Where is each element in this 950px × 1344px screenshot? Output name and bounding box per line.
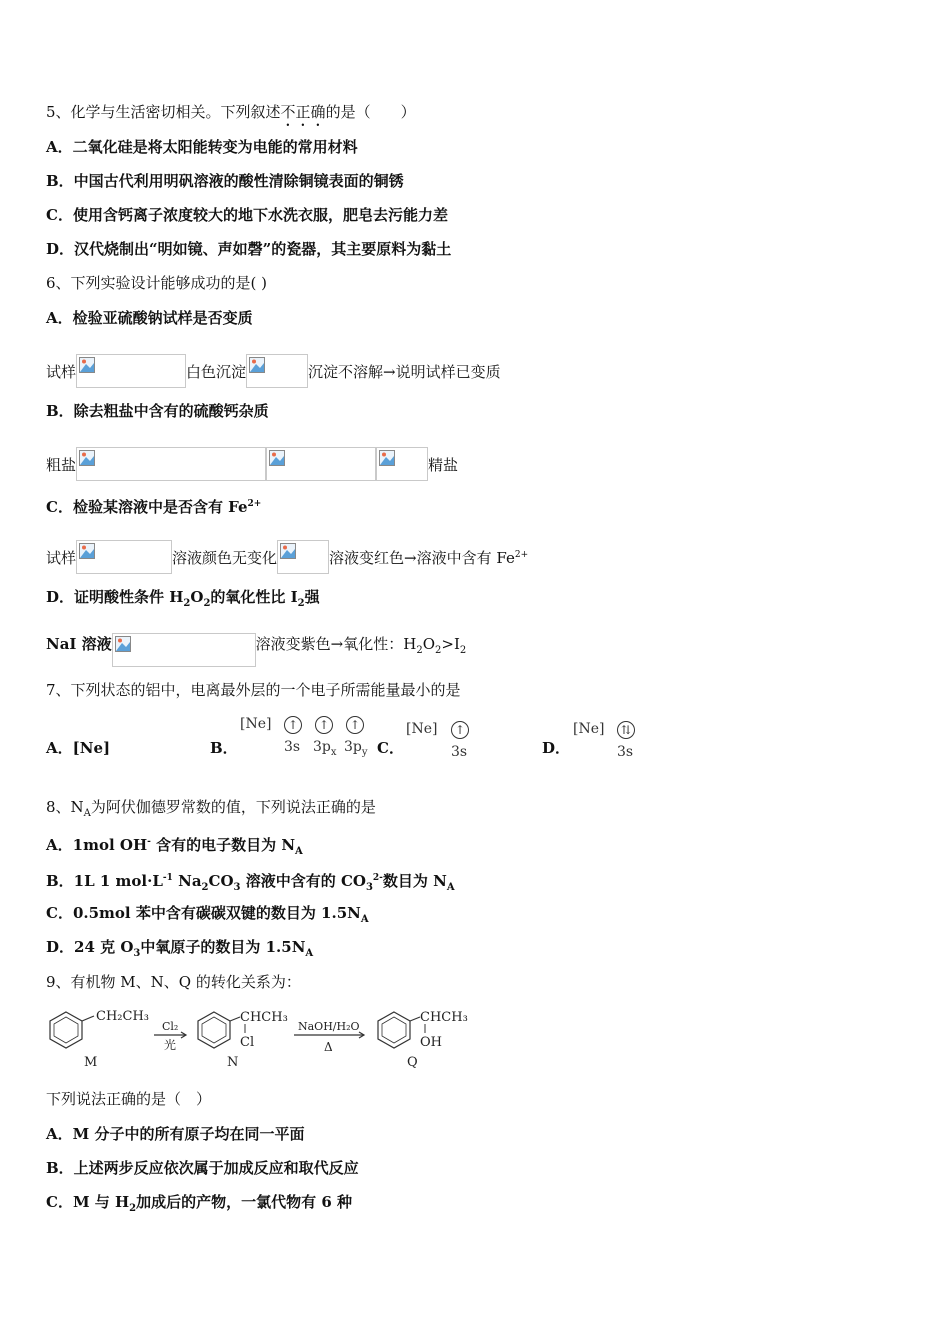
flow-text: 试样 — [46, 363, 77, 381]
flow-text: 粗盐 — [46, 456, 77, 474]
q6-b-flow — [46, 447, 458, 475]
q7-option-a: A．[Ne] — [46, 739, 111, 757]
m-label: M — [84, 1055, 98, 1070]
text: C．0.5mol 苯中含有碳碳双键的数目为 1.5N — [46, 904, 361, 922]
broken-image — [246, 354, 308, 388]
q6-d-flow — [46, 633, 466, 661]
orbital-up-down-icon: ⇅ — [617, 721, 635, 739]
text: Na — [172, 872, 202, 890]
subscript: A — [295, 846, 303, 857]
broken-image-icon — [79, 543, 95, 559]
broken-image — [76, 354, 186, 388]
broken-image-icon — [379, 450, 395, 466]
benzene-ring-q — [378, 1012, 410, 1048]
m-group: CH₂CH₃ — [96, 1009, 149, 1024]
subscript: 2 — [183, 598, 191, 609]
q8-option-c — [46, 903, 369, 930]
orbital-label — [344, 739, 368, 758]
orbital-label-text: 3p — [344, 739, 362, 755]
q6-option-c — [46, 494, 261, 517]
reaction-scheme — [44, 1004, 484, 1078]
text: 的氧化性比 I — [210, 588, 298, 606]
q5-option-c: C．使用含钙离子浓度较大的地下水洗衣服，肥皂去污能力差 — [46, 206, 448, 224]
broken-image — [376, 447, 428, 481]
benzene-ring-m — [50, 1012, 82, 1048]
flow-text: >I — [441, 635, 460, 653]
flow-text: 溶液变红色→溶液中含有 Fe — [329, 549, 515, 567]
orbital-label: 3s — [617, 744, 634, 760]
ne-core: [Ne] — [406, 721, 438, 737]
n-group: CHCH₃ — [240, 1010, 288, 1025]
broken-image-icon — [249, 357, 265, 373]
flow-text: 白色沉淀 — [186, 363, 247, 381]
superscript: 2+ — [247, 499, 262, 509]
superscript: 2- — [372, 873, 383, 883]
orbital-up-icon: ↑ — [346, 716, 364, 734]
flow-text: 精盐 — [428, 456, 459, 474]
superscript: - — [147, 837, 151, 847]
subscript: 2 — [297, 598, 305, 609]
broken-image — [76, 447, 266, 481]
q8-option-a — [46, 832, 303, 862]
q9-option-a: A．M 分子中的所有原子均在同一平面 — [46, 1125, 305, 1143]
q5-option-d: D．汉代烧制出“明如镜、声如磬”的瓷器，其主要原料为黏土 — [46, 240, 452, 258]
text: 数目为 N — [382, 872, 447, 890]
orbital-label: 3s — [451, 744, 468, 760]
q5-stem — [46, 102, 416, 130]
q5-option-a: A．二氧化硅是将太阳能转变为电能的常用材料 — [46, 138, 358, 156]
flow-text: 试样 — [46, 549, 77, 567]
orbital-up-icon: ↑ — [315, 716, 333, 734]
n-substituent: Cl — [240, 1035, 255, 1050]
arrow1-top: Cl₂ — [162, 1020, 179, 1033]
q7-option-d: D． — [542, 739, 571, 757]
bond — [82, 1016, 94, 1021]
broken-image — [277, 540, 329, 574]
subscript: x — [330, 746, 337, 758]
q5-emphasis: 不正确 — [280, 103, 326, 121]
q-substituent: OH — [420, 1035, 442, 1050]
text: 8、N — [46, 798, 84, 816]
subscript: 3 — [365, 882, 373, 893]
q6-c-text: C．检验某溶液中是否含有 Fe — [46, 498, 248, 516]
text: C．M 与 H — [46, 1193, 130, 1211]
ne-core: [Ne] — [240, 716, 272, 732]
ne-core: [Ne] — [573, 721, 605, 737]
subscript: 3 — [133, 948, 141, 959]
orbital-label-text: 3p — [313, 739, 331, 755]
text: A．1mol OH — [46, 836, 148, 854]
text: 溶液中含有的 CO — [240, 872, 366, 890]
q6-stem: 6、下列实验设计能够成功的是( ) — [46, 274, 268, 292]
bond — [410, 1017, 420, 1021]
broken-image-icon — [269, 450, 285, 466]
subscript: 2 — [201, 882, 209, 893]
q8-stem — [46, 797, 376, 824]
text: B．1L 1 mol·L — [46, 872, 163, 890]
q6-option-d — [46, 587, 320, 614]
flow-text: 溶液变紫色→氧化性：H — [255, 635, 417, 653]
orbital-label — [313, 739, 337, 758]
superscript: -1 — [162, 873, 173, 883]
q6-option-a: A．检验亚硫酸钠试样是否变质 — [46, 309, 253, 327]
subscript: A — [83, 808, 91, 819]
broken-image-icon — [115, 636, 131, 652]
subscript: 2 — [435, 645, 442, 656]
text: O — [190, 588, 204, 606]
flow-text: O — [422, 635, 436, 653]
q9-ask: 下列说法正确的是（ ） — [46, 1090, 212, 1108]
q6-option-b: B．除去粗盐中含有的硫酸钙杂质 — [46, 402, 269, 420]
subscript: A — [305, 948, 314, 959]
arrow2-top: NaOH/H₂O — [298, 1020, 360, 1033]
benzene-ring-n — [198, 1012, 230, 1048]
subscript: y — [361, 746, 368, 758]
q5-stem-tail: 的是（ ） — [325, 103, 416, 121]
q8-option-d — [46, 937, 313, 964]
subscript: 3 — [233, 882, 241, 893]
text: D．证明酸性条件 H — [46, 588, 184, 606]
superscript: 2+ — [514, 550, 529, 560]
q9-stem: 9、有机物 M、N、Q 的转化关系为： — [46, 973, 301, 991]
q5-stem-text: 5、化学与生活密切相关。下列叙述 — [46, 103, 281, 121]
q8-option-b — [46, 868, 455, 898]
q9-option-b: B．上述两步反应依次属于加成反应和取代反应 — [46, 1159, 359, 1177]
orbital-up-icon: ↑ — [451, 721, 469, 739]
broken-image-icon — [280, 543, 296, 559]
text: 为阿伏伽德罗常数的值，下列说法正确的是 — [90, 798, 376, 816]
bond — [230, 1017, 240, 1021]
n-label: N — [227, 1055, 239, 1070]
flow-text: NaI 溶液 — [46, 635, 112, 653]
q7-stem: 7、下列状态的铝中，电离最外层的一个电子所需能量最小的是 — [46, 681, 461, 699]
q7-option-c: C． — [377, 739, 404, 757]
subscript: 2 — [416, 645, 423, 656]
q7-option-b: B． — [210, 739, 238, 757]
text: 加成后的产物，一氯代物有 6 种 — [136, 1193, 353, 1211]
broken-image-icon — [79, 357, 95, 373]
text: CO — [208, 872, 234, 890]
subscript: A — [446, 882, 455, 893]
arrow1-bottom: 光 — [164, 1038, 177, 1052]
subscript: A — [360, 914, 369, 925]
subscript: 2 — [459, 645, 467, 656]
flow-text: 沉淀不溶解→说明试样已变质 — [308, 363, 501, 381]
text: D．24 克 O — [46, 938, 134, 956]
broken-image — [76, 540, 172, 574]
subscript: 2 — [129, 1203, 137, 1214]
q6-c-flow — [46, 540, 528, 568]
text: 含有的电子数目为 N — [150, 836, 296, 854]
orbital-label: 3s — [284, 739, 301, 755]
text: 中氧原子的数目为 1.5N — [140, 938, 306, 956]
subscript: 2 — [203, 598, 211, 609]
broken-image-icon — [79, 450, 95, 466]
text: 强 — [304, 588, 320, 606]
q6-a-flow — [46, 354, 501, 382]
broken-image — [266, 447, 376, 481]
q9-option-c — [46, 1192, 352, 1219]
arrow2-bottom: Δ — [324, 1040, 333, 1054]
broken-image — [112, 633, 256, 667]
q5-option-b: B．中国古代利用明矾溶液的酸性清除铜镜表面的铜锈 — [46, 172, 404, 190]
q-group: CHCH₃ — [420, 1010, 468, 1025]
orbital-up-icon: ↑ — [284, 716, 302, 734]
flow-text: 溶液颜色无变化 — [172, 549, 278, 567]
q-label: Q — [407, 1055, 418, 1070]
